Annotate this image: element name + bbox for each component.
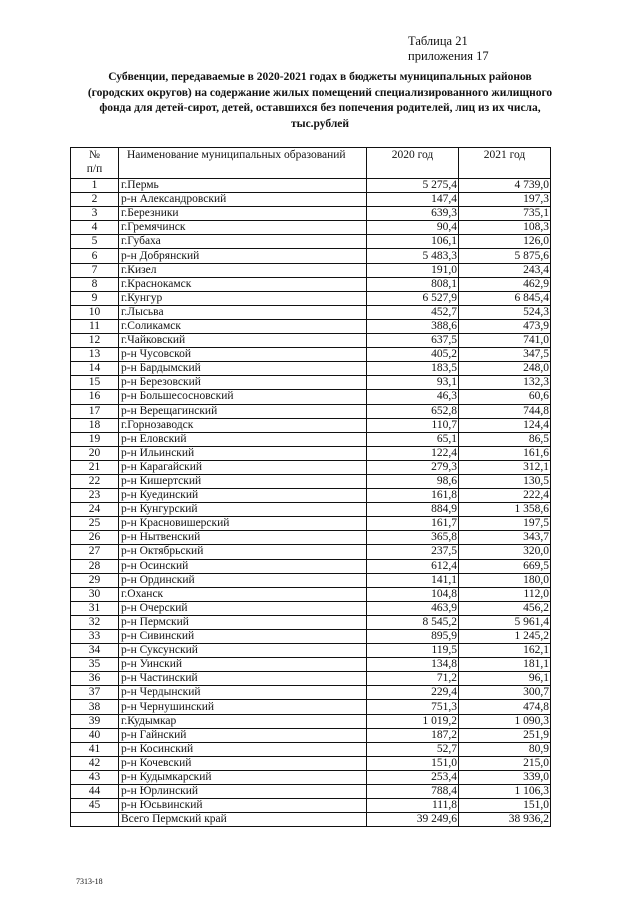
row-number: 26 [71,531,119,545]
value-2021: 222,4 [459,489,551,503]
row-number: 20 [71,446,119,460]
value-2020: 141,1 [367,573,459,587]
municipality-name: р-н Уинский [119,658,367,672]
value-2020: 237,5 [367,545,459,559]
value-2020: 147,4 [367,193,459,207]
value-2020: 8 545,2 [367,615,459,629]
value-2021: 215,0 [459,756,551,770]
row-number: 37 [71,686,119,700]
row-number: 33 [71,630,119,644]
value-2021: 130,5 [459,474,551,488]
value-2021: 669,5 [459,559,551,573]
row-number: 30 [71,587,119,601]
table-row [71,446,551,460]
value-2020: 183,5 [367,362,459,376]
value-2021: 248,0 [459,362,551,376]
row-number: 36 [71,672,119,686]
value-2020: 134,8 [367,658,459,672]
municipality-name: р-н Юсьвинский [119,799,367,813]
title-line-3: фонда для детей-сирот, детей, оставшихся без попечения родителей, лиц из их числа, [99,102,541,114]
row-number: 31 [71,601,119,615]
value-2020: 279,3 [367,460,459,474]
municipality-name: р-н Косинский [119,742,367,756]
value-2021: 151,0 [459,799,551,813]
value-2021: 347,5 [459,348,551,362]
table-row [71,601,551,615]
row-number: 38 [71,700,119,714]
municipality-name: р-н Кудымкарский [119,770,367,784]
value-2021: 343,7 [459,531,551,545]
document-title [60,70,580,132]
table-row [71,686,551,700]
value-2021: 60,6 [459,390,551,404]
header-year-2020: 2020 год [367,148,459,179]
table-row [71,221,551,235]
value-2021: 462,9 [459,277,551,291]
row-number: 18 [71,418,119,432]
value-2020: 639,3 [367,207,459,221]
row-number: 6 [71,249,119,263]
appendix-number: приложения 17 [408,49,489,63]
row-number: 45 [71,799,119,813]
municipality-name: р-н Кочевский [119,756,367,770]
table-row [71,573,551,587]
table-row [71,587,551,601]
table-number: Таблица 21 [408,34,468,48]
value-2021: 524,3 [459,305,551,319]
table-row [71,615,551,629]
table-row [71,334,551,348]
value-2021: 744,8 [459,404,551,418]
table-row [71,517,551,531]
table-row [71,714,551,728]
value-2020: 808,1 [367,277,459,291]
table-row [71,531,551,545]
table-row [71,644,551,658]
table-row [71,263,551,277]
table-row [71,418,551,432]
municipality-name: р-н Кишертский [119,474,367,488]
value-2021: 473,9 [459,319,551,333]
value-2021: 456,2 [459,601,551,615]
row-number: 25 [71,517,119,531]
row-number: 8 [71,277,119,291]
municipality-name: р-н Гайнский [119,728,367,742]
header-number-abbr: п/п [86,163,103,175]
row-number: 17 [71,404,119,418]
total-row [71,813,551,827]
value-2021: 741,0 [459,334,551,348]
municipality-name: г.Кудымкар [119,714,367,728]
value-2021: 320,0 [459,545,551,559]
municipality-name: р-н Октябрьский [119,545,367,559]
row-number: 28 [71,559,119,573]
value-2021: 112,0 [459,587,551,601]
value-2021: 161,6 [459,446,551,460]
row-number: 32 [71,615,119,629]
table-row [71,235,551,249]
municipality-name: р-н Очерский [119,601,367,615]
value-2020: 895,9 [367,630,459,644]
value-2021: 300,7 [459,686,551,700]
table-body [71,179,551,813]
title-line-1: Субвенции, передаваемые в 2020-2021 годах в бюджеты муниципальных районов [108,71,532,83]
header-number-symbol: № [89,149,100,161]
municipality-name: г.Губаха [119,235,367,249]
table-row [71,474,551,488]
municipality-name: р-н Добрянский [119,249,367,263]
municipality-name: г.Кизел [119,263,367,277]
row-number: 15 [71,376,119,390]
value-2021: 96,1 [459,672,551,686]
value-2021: 735,1 [459,207,551,221]
municipality-name: р-н Красновишерский [119,517,367,531]
value-2021: 251,9 [459,728,551,742]
title-line-4: тыс.рублей [290,117,350,130]
municipality-name: р-н Нытвенский [119,531,367,545]
row-number: 16 [71,390,119,404]
value-2020: 5 275,4 [367,179,459,193]
table-row [71,376,551,390]
value-2021: 197,3 [459,193,551,207]
value-2020: 122,4 [367,446,459,460]
row-number: 42 [71,756,119,770]
value-2020: 612,4 [367,559,459,573]
row-number: 34 [71,644,119,658]
row-number: 22 [71,474,119,488]
value-2020: 388,6 [367,319,459,333]
table-row [71,700,551,714]
value-2020: 161,7 [367,517,459,531]
value-2020: 405,2 [367,348,459,362]
table-row [71,207,551,221]
row-number: 39 [71,714,119,728]
row-number: 4 [71,221,119,235]
table-row [71,193,551,207]
row-number: 19 [71,432,119,446]
table-row [71,460,551,474]
table-row [71,432,551,446]
document-code: 7313-18 [76,877,103,886]
value-2021: 132,3 [459,376,551,390]
total-2020: 39 249,6 [367,813,459,827]
value-2020: 229,4 [367,686,459,700]
municipality-name: р-н Ильинский [119,446,367,460]
header-year-2021: 2021 год [459,148,551,179]
table-row [71,785,551,799]
table-row [71,545,551,559]
value-2021: 1 358,6 [459,503,551,517]
value-2021: 181,1 [459,658,551,672]
value-2020: 637,5 [367,334,459,348]
row-number: 14 [71,362,119,376]
row-number: 11 [71,319,119,333]
municipality-name: г.Кунгур [119,291,367,305]
municipality-name: г.Пермь [119,179,367,193]
value-2021: 5 961,4 [459,615,551,629]
row-number: 40 [71,728,119,742]
municipality-name: р-н Осинский [119,559,367,573]
value-2021: 1 106,3 [459,785,551,799]
subsidies-table [70,147,551,827]
municipality-name: р-н Пермский [119,615,367,629]
value-2020: 46,3 [367,390,459,404]
municipality-name: р-н Березовский [119,376,367,390]
value-2020: 151,0 [367,756,459,770]
municipality-name: р-н Верещагинский [119,404,367,418]
table-row [71,756,551,770]
row-number: 5 [71,235,119,249]
table-header-row [71,148,551,179]
value-2020: 1 019,2 [367,714,459,728]
value-2021: 312,1 [459,460,551,474]
value-2020: 5 483,3 [367,249,459,263]
value-2020: 104,8 [367,587,459,601]
municipality-name: р-н Частинский [119,672,367,686]
value-2020: 106,1 [367,235,459,249]
municipality-name: г.Оханск [119,587,367,601]
table-row [71,179,551,193]
value-2021: 4 739,0 [459,179,551,193]
value-2020: 52,7 [367,742,459,756]
table-row [71,559,551,573]
municipality-name: г.Лысьва [119,305,367,319]
value-2021: 126,0 [459,235,551,249]
municipality-name: г.Чайковский [119,334,367,348]
table-row [71,503,551,517]
value-2020: 161,8 [367,489,459,503]
value-2020: 119,5 [367,644,459,658]
value-2021: 86,5 [459,432,551,446]
row-number: 27 [71,545,119,559]
municipality-name: р-н Кунгурский [119,503,367,517]
row-number: 43 [71,770,119,784]
municipality-name: р-н Еловский [119,432,367,446]
value-2021: 6 845,4 [459,291,551,305]
row-number: 7 [71,263,119,277]
value-2020: 110,7 [367,418,459,432]
value-2021: 162,1 [459,644,551,658]
municipality-name: р-н Суксунский [119,644,367,658]
row-number: 29 [71,573,119,587]
value-2020: 98,6 [367,474,459,488]
row-number: 44 [71,785,119,799]
value-2021: 1 245,2 [459,630,551,644]
value-2020: 6 527,9 [367,291,459,305]
total-number-cell [71,813,119,827]
table-row [71,362,551,376]
row-number: 3 [71,207,119,221]
municipality-name: г.Краснокамск [119,277,367,291]
municipality-name: р-н Куединский [119,489,367,503]
value-2020: 652,8 [367,404,459,418]
municipality-name: р-н Чердынский [119,686,367,700]
municipality-name: р-н Сивинский [119,630,367,644]
municipality-name: г.Березники [119,207,367,221]
table-row [71,390,551,404]
table-row [71,348,551,362]
table-row [71,770,551,784]
value-2020: 187,2 [367,728,459,742]
municipality-name: р-н Карагайский [119,460,367,474]
title-line-2: (городских округов) на содержание жилых помещений специализированного жилищного [87,86,553,99]
value-2020: 452,7 [367,305,459,319]
municipality-name: р-н Чернушинский [119,700,367,714]
row-number: 1 [71,179,119,193]
table-row [71,799,551,813]
row-number: 9 [71,291,119,305]
row-number: 10 [71,305,119,319]
municipality-name: р-н Юрлинский [119,785,367,799]
row-number: 35 [71,658,119,672]
table-row [71,277,551,291]
municipality-name: г.Гремячинск [119,221,367,235]
table-row [71,249,551,263]
table-row [71,305,551,319]
value-2021: 108,3 [459,221,551,235]
value-2021: 474,8 [459,700,551,714]
row-number: 2 [71,193,119,207]
table-row [71,291,551,305]
value-2021: 243,4 [459,263,551,277]
table-row [71,489,551,503]
value-2021: 339,0 [459,770,551,784]
value-2020: 90,4 [367,221,459,235]
value-2020: 111,8 [367,799,459,813]
table-row [71,742,551,756]
value-2021: 80,9 [459,742,551,756]
value-2020: 93,1 [367,376,459,390]
row-number: 41 [71,742,119,756]
header-municipality: Наименование муниципальных образований [119,148,367,179]
value-2020: 65,1 [367,432,459,446]
value-2021: 5 875,6 [459,249,551,263]
row-number: 24 [71,503,119,517]
value-2020: 463,9 [367,601,459,615]
municipality-name: р-н Большесосновский [119,390,367,404]
municipality-name: р-н Александровский [119,193,367,207]
value-2021: 1 090,3 [459,714,551,728]
municipality-name: р-н Бардымский [119,362,367,376]
table-reference [408,34,489,64]
row-number: 23 [71,489,119,503]
value-2020: 253,4 [367,770,459,784]
value-2021: 124,4 [459,418,551,432]
total-2021: 38 936,2 [459,813,551,827]
table-row [71,630,551,644]
value-2021: 180,0 [459,573,551,587]
value-2020: 751,3 [367,700,459,714]
row-number: 12 [71,334,119,348]
municipality-name: р-н Чусовской [119,348,367,362]
value-2021: 197,5 [459,517,551,531]
table-row [71,404,551,418]
table-row [71,658,551,672]
municipality-name: г.Горнозаводск [119,418,367,432]
row-number: 13 [71,348,119,362]
municipality-name: г.Соликамск [119,319,367,333]
table-row [71,319,551,333]
value-2020: 365,8 [367,531,459,545]
row-number: 21 [71,460,119,474]
table-row [71,672,551,686]
value-2020: 884,9 [367,503,459,517]
value-2020: 788,4 [367,785,459,799]
value-2020: 191,0 [367,263,459,277]
total-label: Всего Пермский край [119,813,367,827]
header-number [71,148,119,179]
municipality-name: р-н Ординский [119,573,367,587]
value-2020: 71,2 [367,672,459,686]
table-row [71,728,551,742]
